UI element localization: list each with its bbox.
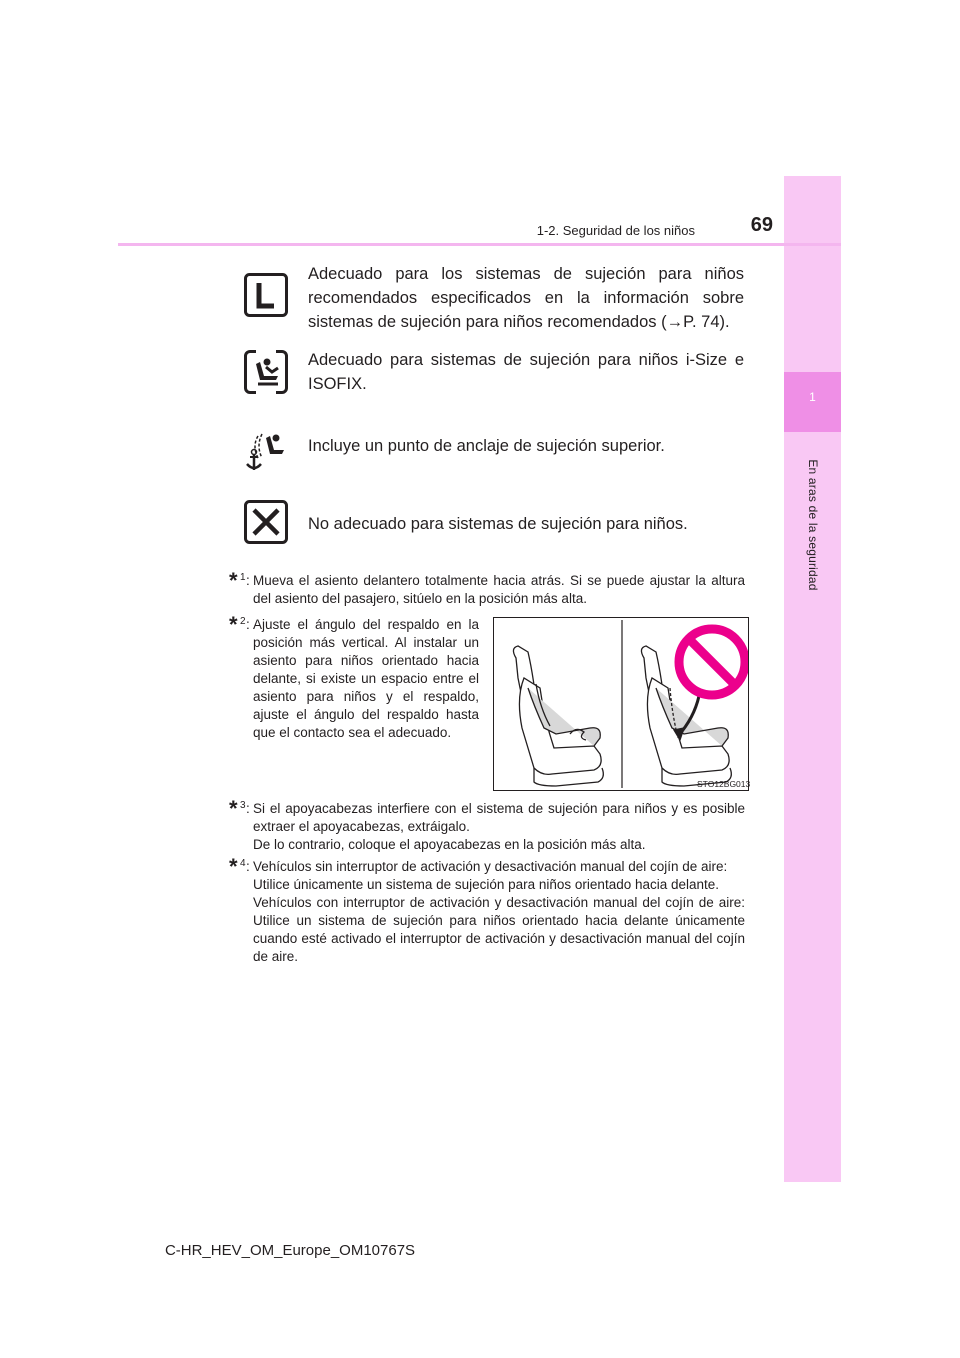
- L-letter-icon: [244, 273, 288, 317]
- footnote-colon: :: [246, 801, 250, 816]
- footnote-number: 3: [240, 800, 246, 811]
- footnote-mark: *: [229, 796, 238, 821]
- document-id: C-HR_HEV_OM_Europe_OM10767S: [164, 1242, 416, 1259]
- footnote-number: 4: [240, 858, 246, 869]
- footnote-1: [229, 568, 745, 608]
- footnote-3: [229, 796, 745, 854]
- seat-adjust-figure: [493, 617, 749, 791]
- footnote-text-line-1: Vehículos sin interruptor de activación y desactivación manual del cojín de aire: Utilice únicamente un sistema de sujeción para niños orientado hacia delante.: [253, 859, 728, 892]
- child-seat-icon: [244, 350, 288, 394]
- footnote-mark: *: [229, 854, 238, 879]
- footnote-text: Ajuste el ángulo del respaldo en la posición más vertical. Al instalar un asiento para niños orientado hacia delante, si existe un espacio entre el asiento para niños y el respaldo, ajuste el ángulo del respaldo hasta que el contacto sea el adecuado.: [253, 617, 479, 740]
- legend-text-L: Adecuado para los sistemas de sujeción para niños recomendados especificados en la información sobre sistemas de sujeción para niños recomendados (→P. 74).: [308, 265, 744, 331]
- page-number: 69: [750, 214, 773, 236]
- footnote-mark: *: [229, 612, 238, 637]
- footnote-mark: *: [229, 568, 238, 593]
- footnote-text-line-2: Vehículos con interruptor de activación y desactivación manual del cojín de aire: Utilice un sistema de sujeción para niños orientado hacia delante únicamente cuando esté activado el interruptor de activación y desactivación manual del cojín de aire.: [253, 895, 745, 964]
- footnote-colon: :: [246, 859, 250, 874]
- anchor-seat-icon: [244, 430, 288, 474]
- figure-code: STO12BG013: [697, 779, 751, 789]
- x-cross-icon: [244, 500, 288, 544]
- chapter-title: En aras de la seguridad: [806, 459, 820, 591]
- footnote-text: Mueva el asiento delantero totalmente hacia atrás. Si se puede ajustar la altura del asiento del pasajero, sitúelo en la posición más alta.: [253, 573, 745, 606]
- footnote-number: 2: [240, 616, 246, 627]
- chapter-sidebar: [784, 176, 841, 1182]
- footnote-4: [229, 854, 745, 966]
- chapter-number: 1: [809, 390, 816, 404]
- legend-text-x: No adecuado para sistemas de sujeción para niños.: [308, 515, 688, 533]
- seat-illustration: [494, 618, 751, 790]
- legend-text-isofix: Adecuado para sistemas de sujeción para niños i-Size e ISOFIX.: [308, 351, 744, 393]
- footnote-colon: :: [246, 573, 250, 588]
- prohibition-icon: [679, 629, 745, 695]
- footnote-2: [229, 612, 479, 742]
- upright-seat-drawing: [513, 646, 603, 786]
- footnote-colon: :: [246, 617, 250, 632]
- footnote-text-line-1: Si el apoyacabezas interfiere con el sistema de sujeción para niños y es posible extraer el apoyacabezas, extráigalo.: [253, 801, 745, 834]
- legend-text-anchor: Incluye un punto de anclaje de sujeción superior.: [308, 437, 665, 455]
- section-title: 1-2. Seguridad de los niños: [536, 223, 695, 238]
- footnote-text-line-2: De lo contrario, coloque el apoyacabezas en la posición más alta.: [253, 837, 646, 852]
- footnote-number: 1: [240, 572, 246, 583]
- header-rule: [118, 243, 841, 246]
